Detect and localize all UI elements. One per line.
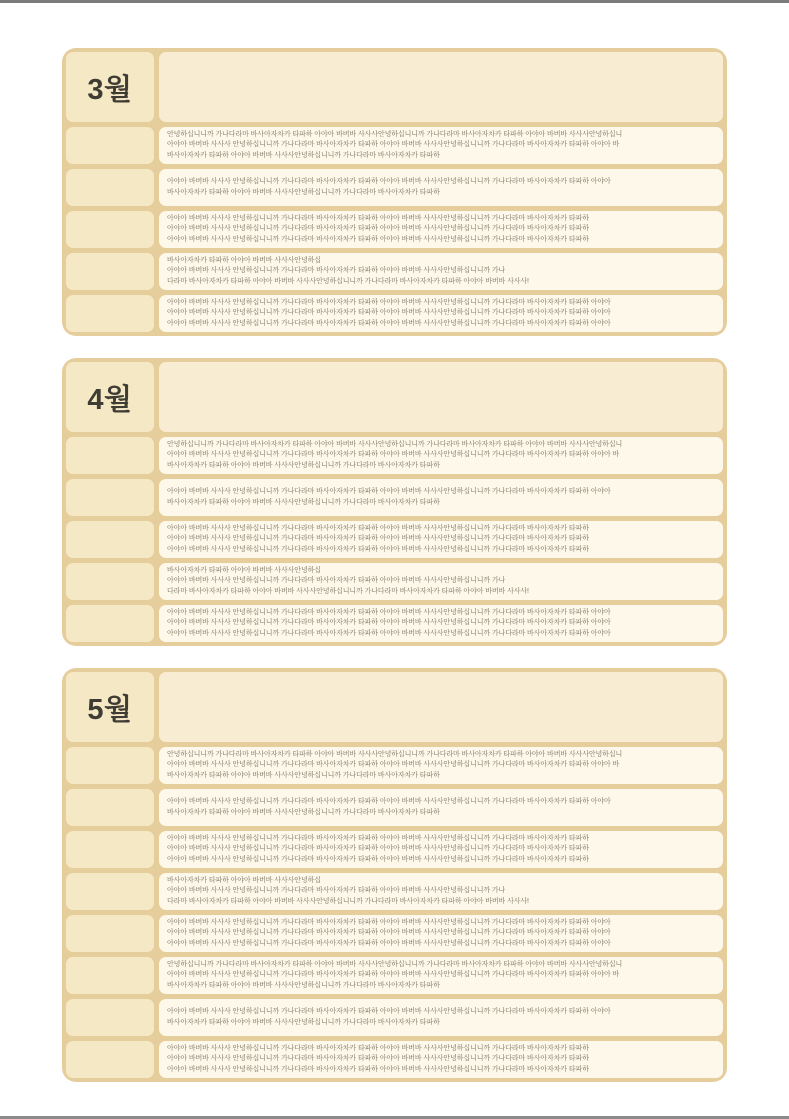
text-line: 아야아 바버바 사사사 안녕하십니니까 가나다라마 바사아자차카 타파하 아야아 바버바 사사사안녕하십니니까 가나: [167, 577, 506, 585]
text-line: 아야아 바버바 사사사 안녕하십니니까 가나다라마 바사아자차카 타파하 아야아 바버바 사사사안녕하십니니까 가나다라마 바사아자차카 타파하 아야아 바: [167, 761, 620, 769]
row-label-cell: [66, 873, 154, 910]
text-line: 아야아 바버바 사사사 안녕하십니니까 가나다라마 바사아자차카 타파하 아야아 바버바 사사사안녕하십니니까 가나다라마 바사아자차카 타파하: [167, 845, 589, 853]
text-line: 안녕하십니니까 가나다라마 바사아자차카 타파하 아야아 바버바 사사사안녕하십니니까 가나다라마 바사아자차카 타파하 아야아 바버바 사사사안녕하십니: [167, 750, 623, 758]
row-content-cell: [159, 1041, 723, 1078]
row-label-cell: [66, 479, 154, 516]
text-line: 아야아 바버바 사사사 안녕하십니니까 가나다라마 바사아자차카 타파하 아야아 바버바 사사사안녕하십니니까 가나다라마 바사아자차카 타파하: [167, 524, 589, 532]
text-line: 안녕하십니니까 가나다라마 바사아자차카 타파하 아야아 바버바 사사사안녕하십니니까 가나다라마 바사아자차카 타파하 아야아 바버바 사사사안녕하십니: [167, 130, 623, 138]
row-content-cell: [159, 957, 723, 994]
month-title: 5월: [87, 693, 133, 726]
row-content-cell: [159, 747, 723, 784]
text-line: 바사아자차카 타파하 아야아 바버바 사사사안녕하십: [167, 876, 321, 884]
row-label-cell: [66, 747, 154, 784]
text-line: 바사아자차카 타파하 아야아 바버바 사사사안녕하십: [167, 566, 321, 574]
text-line: 아야아 바버바 사사사 안녕하십니니까 가나다라마 바사아자차카 타파하 아야아 바버바 사사사안녕하십니니까 가나다라마 바사아자차카 타파하 아야아: [167, 177, 611, 185]
text-line: 다라마 바사아자차카 타파하 아야아 바버바 사사사안녕하십니니까 가나다라마 바사아자차카 타파하 아야아 바버바 사사사!: [167, 277, 529, 285]
text-line: 안녕하십니니까 가나다라마 바사아자차카 타파하 아야아 바버바 사사사안녕하십니니까 가나다라마 바사아자차카 타파하 아야아 바버바 사사사안녕하십니: [167, 960, 623, 968]
row-content-cell: [159, 211, 723, 248]
text-line: 아야아 바버바 사사사 안녕하십니니까 가나다라마 바사아자차카 타파하 아야아 바버바 사사사안녕하십니니까 가나다라마 바사아자차카 타파하: [167, 235, 589, 243]
row-content-cell: [159, 789, 723, 826]
text-line: 아야아 바버바 사사사 안녕하십니니까 가나다라마 바사아자차카 타파하 아야아 바버바 사사사안녕하십니니까 가나다라마 바사아자차카 타파하 아야아: [167, 298, 611, 306]
row-label-cell: [66, 915, 154, 952]
row-content-cell: [159, 169, 723, 206]
row-content-cell: [159, 253, 723, 290]
text-line: 아야아 바버바 사사사 안녕하십니니까 가나다라마 바사아자차카 타파하 아야아 바버바 사사사안녕하십니니까 가나다라마 바사아자차카 타파하 아야아: [167, 929, 611, 937]
row-content-cell: [159, 563, 723, 600]
month-title-cell: [66, 672, 154, 742]
document: [62, 48, 727, 1104]
text-line: 아야아 바버바 사사사 안녕하십니니까 가나다라마 바사아자차카 타파하 아야아 바버바 사사사안녕하십니니까 가나다라마 바사아자차카 타파하 아야아: [167, 619, 611, 627]
row-label-cell: [66, 295, 154, 332]
text-line: 아야아 바버바 사사사 안녕하십니니까 가나다라마 바사아자차카 타파하 아야아 바버바 사사사안녕하십니니까 가나다라마 바사아자차카 타파하 아야아 바: [167, 971, 620, 979]
row-label-cell: [66, 563, 154, 600]
text-line: 아야아 바버바 사사사 안녕하십니니까 가나다라마 바사아자차카 타파하 아야아 바버바 사사사안녕하십니니까 가나: [167, 267, 506, 275]
text-line: 아야아 바버바 사사사 안녕하십니니까 가나다라마 바사아자차카 타파하 아야아 바버바 사사사안녕하십니니까 가나다라마 바사아자차카 타파하: [167, 214, 589, 222]
text-line: 아야아 바버바 사사사 안녕하십니니까 가나다라마 바사아자차카 타파하 아야아 바버바 사사사안녕하십니니까 가나다라마 바사아자차카 타파하: [167, 1055, 589, 1063]
row-content-cell: [159, 873, 723, 910]
row-content-cell: [159, 831, 723, 868]
text-line: 아야아 바버바 사사사 안녕하십니니까 가나다라마 바사아자차카 타파하 아야아 바버바 사사사안녕하십니니까 가나다라마 바사아자차카 타파하 아야아: [167, 1007, 611, 1015]
row-label-cell: [66, 605, 154, 642]
text-line: 아야아 바버바 사사사 안녕하십니니까 가나다라마 바사아자차카 타파하 아야아 바버바 사사사안녕하십니니까 가나다라마 바사아자차카 타파하 아야아: [167, 608, 611, 616]
text-line: 아야아 바버바 사사사 안녕하십니니까 가나다라마 바사아자차카 타파하 아야아 바버바 사사사안녕하십니니까 가나다라마 바사아자차카 타파하 아야아: [167, 319, 611, 327]
text-line: 아야아 바버바 사사사 안녕하십니니까 가나다라마 바사아자차카 타파하 아야아 바버바 사사사안녕하십니니까 가나다라마 바사아자차카 타파하 아야아: [167, 939, 611, 947]
text-line: 바사아자차카 타파하 아야아 바버바 사사사안녕하십니니까 가나다라마 바사아자차카 타파하: [167, 808, 440, 816]
text-line: 아야아 바버바 사사사 안녕하십니니까 가나다라마 바사아자차카 타파하 아야아 바버바 사사사안녕하십니니까 가나다라마 바사아자차카 타파하: [167, 855, 589, 863]
row-content-cell: [159, 127, 723, 164]
month-header-spacer-cell: [159, 362, 723, 432]
row-content-cell: [159, 915, 723, 952]
row-content-cell: [159, 295, 723, 332]
month-title: 3월: [87, 73, 133, 106]
row-content-cell: [159, 999, 723, 1036]
month-title-cell: [66, 362, 154, 432]
text-line: 아야아 바버바 사사사 안녕하십니니까 가나다라마 바사아자차카 타파하 아야아 바버바 사사사안녕하십니니까 가나다라마 바사아자차카 타파하: [167, 1044, 589, 1052]
text-line: 아야아 바버바 사사사 안녕하십니니까 가나다라마 바사아자차카 타파하 아야아 바버바 사사사안녕하십니니까 가나다라마 바사아자차카 타파하 아야아 바: [167, 451, 620, 459]
row-content-cell: [159, 479, 723, 516]
text-line: 아야아 바버바 사사사 안녕하십니니까 가나다라마 바사아자차카 타파하 아야아 바버바 사사사안녕하십니니까 가나다라마 바사아자차카 타파하: [167, 535, 589, 543]
text-line: 다라마 바사아자차카 타파하 아야아 바버바 사사사안녕하십니니까 가나다라마 바사아자차카 타파하 아야아 바버바 사사사!: [167, 587, 529, 595]
month-section-2: [62, 358, 727, 646]
text-line: 바사아자차카 타파하 아야아 바버바 사사사안녕하십: [167, 256, 321, 264]
text-line: 아야아 바버바 사사사 안녕하십니니까 가나다라마 바사아자차카 타파하 아야아 바버바 사사사안녕하십니니까 가나다라마 바사아자차카 타파하 아야아: [167, 487, 611, 495]
row-label-cell: [66, 957, 154, 994]
text-line: 바사아자차카 타파하 아야아 바버바 사사사안녕하십니니까 가나다라마 바사아자차카 타파하: [167, 461, 440, 469]
month-section-3: [62, 668, 727, 1082]
text-line: 아야아 바버바 사사사 안녕하십니니까 가나다라마 바사아자차카 타파하 아야아 바버바 사사사안녕하십니니까 가나다라마 바사아자차카 타파하: [167, 225, 589, 233]
text-line: 아야아 바버바 사사사 안녕하십니니까 가나다라마 바사아자차카 타파하 아야아 바버바 사사사안녕하십니니까 가나다라마 바사아자차카 타파하: [167, 1065, 589, 1073]
row-label-cell: [66, 521, 154, 558]
text-line: 아야아 바버바 사사사 안녕하십니니까 가나다라마 바사아자차카 타파하 아야아 바버바 사사사안녕하십니니까 가나다라마 바사아자차카 타파하 아야아: [167, 797, 611, 805]
text-line: 다라마 바사아자차카 타파하 아야아 바버바 사사사안녕하십니니까 가나다라마 바사아자차카 타파하 아야아 바버바 사사사!: [167, 897, 529, 905]
row-label-cell: [66, 253, 154, 290]
row-content-cell: [159, 605, 723, 642]
row-label-cell: [66, 831, 154, 868]
text-line: 아야아 바버바 사사사 안녕하십니니까 가나다라마 바사아자차카 타파하 아야아 바버바 사사사안녕하십니니까 가나다라마 바사아자차카 타파하 아야아: [167, 309, 611, 317]
text-line: 아야아 바버바 사사사 안녕하십니니까 가나다라마 바사아자차카 타파하 아야아 바버바 사사사안녕하십니니까 가나: [167, 887, 506, 895]
text-line: 아야아 바버바 사사사 안녕하십니니까 가나다라마 바사아자차카 타파하 아야아 바버바 사사사안녕하십니니까 가나다라마 바사아자차카 타파하 아야아: [167, 918, 611, 926]
row-label-cell: [66, 999, 154, 1036]
row-content-cell: [159, 521, 723, 558]
row-label-cell: [66, 211, 154, 248]
month-header-spacer-cell: [159, 672, 723, 742]
month-header-spacer-cell: [159, 52, 723, 122]
text-line: 아야아 바버바 사사사 안녕하십니니까 가나다라마 바사아자차카 타파하 아야아 바버바 사사사안녕하십니니까 가나다라마 바사아자차카 타파하 아야아: [167, 629, 611, 637]
row-label-cell: [66, 437, 154, 474]
text-line: 바사아자차카 타파하 아야아 바버바 사사사안녕하십니니까 가나다라마 바사아자차카 타파하: [167, 188, 440, 196]
text-line: 아야아 바버바 사사사 안녕하십니니까 가나다라마 바사아자차카 타파하 아야아 바버바 사사사안녕하십니니까 가나다라마 바사아자차카 타파하: [167, 834, 589, 842]
text-line: 바사아자차카 타파하 아야아 바버바 사사사안녕하십니니까 가나다라마 바사아자차카 타파하: [167, 151, 440, 159]
text-line: 아야아 바버바 사사사 안녕하십니니까 가나다라마 바사아자차카 타파하 아야아 바버바 사사사안녕하십니니까 가나다라마 바사아자차카 타파하: [167, 545, 589, 553]
month-title: 4월: [87, 383, 133, 416]
row-content-cell: [159, 437, 723, 474]
text-line: 아야아 바버바 사사사 안녕하십니니까 가나다라마 바사아자차카 타파하 아야아 바버바 사사사안녕하십니니까 가나다라마 바사아자차카 타파하 아야아 바: [167, 141, 620, 149]
row-label-cell: [66, 127, 154, 164]
month-title-cell: [66, 52, 154, 122]
row-label-cell: [66, 169, 154, 206]
top-edge-divider: [0, 0, 789, 3]
text-line: 안녕하십니니까 가나다라마 바사아자차카 타파하 아야아 바버바 사사사안녕하십니니까 가나다라마 바사아자차카 타파하 아야아 바버바 사사사안녕하십니: [167, 440, 623, 448]
row-label-cell: [66, 789, 154, 826]
month-section-1: [62, 48, 727, 336]
text-line: 바사아자차카 타파하 아야아 바버바 사사사안녕하십니니까 가나다라마 바사아자차카 타파하: [167, 1018, 440, 1026]
text-line: 바사아자차카 타파하 아야아 바버바 사사사안녕하십니니까 가나다라마 바사아자차카 타파하: [167, 498, 440, 506]
row-label-cell: [66, 1041, 154, 1078]
text-line: 바사아자차카 타파하 아야아 바버바 사사사안녕하십니니까 가나다라마 바사아자차카 타파하: [167, 981, 440, 989]
text-line: 바사아자차카 타파하 아야아 바버바 사사사안녕하십니니까 가나다라마 바사아자차카 타파하: [167, 771, 440, 779]
